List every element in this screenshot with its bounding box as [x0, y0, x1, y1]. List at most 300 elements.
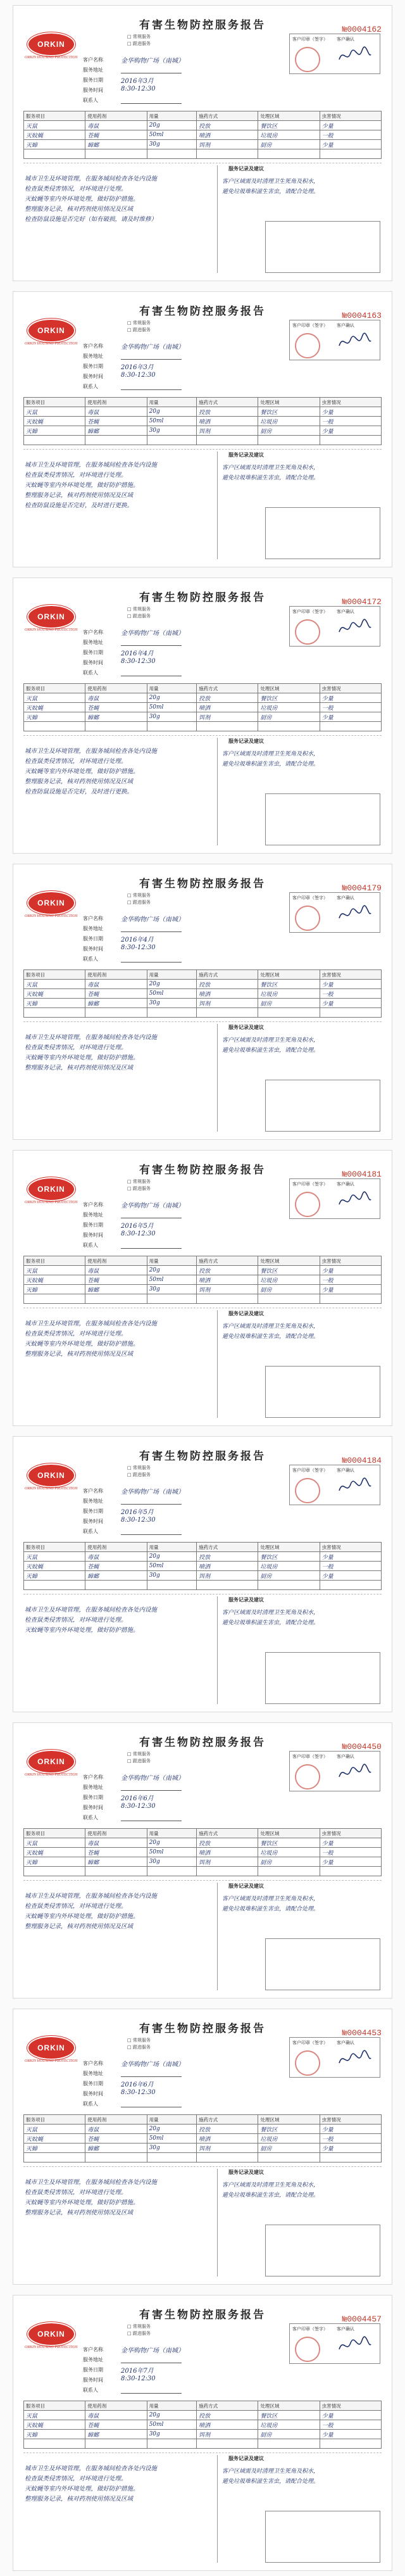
table-cell: 50ml [147, 703, 197, 712]
table-cell: 50ml [147, 2420, 197, 2430]
signature-scribble [337, 1190, 372, 1209]
service-date: 2016年5月 [121, 1223, 154, 1230]
note-line: 城市卫生及环境管理，在服务城间检查各处内设施 [25, 2179, 158, 2186]
table-cell: 投放 [197, 693, 258, 703]
contact-label: 联系人 [83, 98, 98, 103]
table-cell: 蟑螂 [85, 2144, 147, 2153]
note-line: 检查防鼠设施是否完好（如有破损，请及时维修） [25, 216, 158, 223]
service-date: 2016年5月 [121, 1509, 154, 1516]
note-line: 城市卫生及环境管理，在服务城间检查各处内设施 [25, 1034, 158, 1041]
service-type-followup: □ 跟进服务 [127, 1472, 151, 1477]
table-cell [24, 1581, 85, 1590]
table-cell: 少量 [320, 426, 381, 436]
service-date: 2016年6月 [121, 1795, 154, 1802]
client-row [83, 56, 121, 63]
date-row [83, 1508, 121, 1515]
table-cell: 厨房 [258, 1571, 320, 1581]
divider [217, 165, 218, 273]
time-row [83, 87, 121, 94]
table-cell: 一般 [320, 130, 381, 140]
footer-box [265, 1080, 380, 1132]
table-cell: 厨房 [258, 2430, 320, 2439]
service-type-regular: □ 常规服务 [127, 2324, 151, 2329]
table-cell: 餐饮区 [258, 693, 320, 703]
address-row [83, 1498, 185, 1505]
column-header: 使用药剂 [85, 1543, 147, 1552]
column-header: 服务项目 [24, 1256, 85, 1266]
table-cell: 少量 [320, 693, 381, 703]
note-line: 检查鼠类侵害情况，对环境进行处理。 [25, 1330, 127, 1337]
recommendations [222, 177, 380, 197]
column-header: 用量 [147, 398, 197, 407]
date-label: 服务日期 [83, 77, 103, 83]
address-row [83, 66, 185, 73]
time-label: 服务时间 [83, 87, 103, 93]
table-cell: 投放 [197, 980, 258, 989]
report-title: 有害生物防控服务报告 [139, 878, 266, 890]
table-cell [258, 2439, 320, 2449]
date-label: 服务日期 [83, 1222, 103, 1228]
date-label: 服务日期 [83, 2081, 103, 2087]
table-row [24, 140, 382, 149]
service-notes [25, 1033, 215, 1073]
table-row [24, 121, 382, 130]
client-name: 金华购物广场（南城） [121, 2347, 184, 2354]
signature-scribble [337, 2049, 372, 2068]
table-cell: 灭蚊蝇 [24, 1562, 85, 1571]
service-type [127, 1465, 151, 1479]
note-line: 灭蚊蝇等室内外环境处理，做好防护措施。 [25, 2485, 139, 2492]
note-line: 避免垃圾堆积滋生害虫，请配合处理。 [222, 1620, 320, 1626]
table-cell [320, 1008, 381, 1018]
table-cell: 20g [147, 980, 197, 989]
sign-label-right: 客户确认 [337, 1754, 354, 1759]
note-line: 客户区域需及时清理卫生死角及积水， [222, 2182, 320, 2188]
client-row [83, 1487, 121, 1494]
remark-header: 服务记录及建议 [228, 1311, 264, 1316]
table-row [24, 693, 382, 703]
note-line: 客户区域需及时清理卫生死角及积水， [222, 751, 320, 757]
column-header: 虫害情况 [320, 2401, 381, 2411]
recommendations [222, 1608, 380, 1628]
column-header: 用量 [147, 970, 197, 980]
table-cell [197, 1867, 258, 1876]
table-cell: 毒鼠 [85, 693, 147, 703]
recommendations [222, 749, 380, 769]
note-line: 客户区域需及时清理卫生死角及积水， [222, 1896, 320, 1902]
table-cell: 喷洒 [197, 2134, 258, 2144]
note-line: 城市卫生及环境管理，在服务城间检查各处内设施 [25, 462, 158, 469]
table-cell [24, 2439, 85, 2449]
stamp-mark [295, 1478, 320, 1503]
table-cell: 喷洒 [197, 130, 258, 140]
table-cell [147, 436, 197, 445]
table-row [24, 712, 382, 722]
client-name: 金华购物广场（南城） [121, 58, 184, 65]
table-row [24, 417, 382, 426]
service-notes [25, 1605, 215, 1636]
time-row [83, 659, 121, 666]
table-cell: 一般 [320, 1275, 381, 1285]
contact-label: 联系人 [83, 1242, 98, 1248]
table-cell: 灭蚊蝇 [24, 989, 85, 999]
address-row [83, 925, 185, 932]
client-label: 客户名称 [83, 57, 103, 63]
divider [217, 1024, 218, 1132]
time-label: 服务时间 [83, 2377, 103, 2383]
customer-sign-box [289, 34, 380, 74]
service-type-followup: □ 跟进服务 [127, 614, 151, 619]
address-row [83, 1784, 185, 1791]
table-cell: 饵剂 [197, 1571, 258, 1581]
client-row [83, 629, 121, 636]
table-cell: 一般 [320, 2420, 381, 2430]
table-cell: 少量 [320, 407, 381, 417]
column-header: 服务项目 [24, 2401, 85, 2411]
table-cell [197, 722, 258, 731]
table-cell [85, 2153, 147, 2162]
table-row [24, 2420, 382, 2430]
address-row [83, 2356, 185, 2363]
footer-box [265, 221, 380, 273]
time-row [83, 1804, 121, 1811]
table-row [24, 2144, 382, 2153]
table-cell: 垃圾房 [258, 1275, 320, 1285]
table-cell: 喷洒 [197, 2420, 258, 2430]
table-cell: 厨房 [258, 2144, 320, 2153]
table-header-row [24, 970, 382, 980]
service-type-followup: □ 跟进服务 [127, 1186, 151, 1191]
table-cell: 毒鼠 [85, 1552, 147, 1562]
table-row [24, 1552, 382, 1562]
table-row [24, 1285, 382, 1294]
table-cell: 投放 [197, 121, 258, 130]
service-type-regular: □ 常规服务 [127, 607, 151, 612]
table-cell: 少量 [320, 121, 381, 130]
service-report [13, 2295, 392, 2571]
customer-sign-box [289, 2323, 380, 2364]
divider [217, 1883, 218, 1990]
customer-sign-box [289, 1465, 380, 1505]
contact-row [83, 97, 185, 104]
table-row [24, 1266, 382, 1275]
client-name: 金华购物广场（南城） [121, 630, 184, 637]
service-time: 8:30-12:30 [121, 372, 156, 379]
table-cell [24, 149, 85, 159]
table-cell: 餐饮区 [258, 1838, 320, 1848]
footer-box [265, 2225, 380, 2276]
table-cell: 20g [147, 407, 197, 417]
table-cell: 一般 [320, 417, 381, 426]
client-name: 金华购物广场（南城） [121, 344, 184, 351]
note-line: 城市卫生及环境管理，在服务城间检查各处内设施 [25, 1320, 158, 1327]
divider [23, 2166, 382, 2167]
table-cell: 灭鼠 [24, 980, 85, 989]
serial-number: №0004184 [342, 1456, 382, 1465]
table-cell: 蟑螂 [85, 140, 147, 149]
remark-header: 服务记录及建议 [228, 1597, 264, 1603]
signature-scribble [337, 2335, 372, 2354]
table-row [24, 703, 382, 712]
column-header: 服务项目 [24, 1543, 85, 1552]
sign-label-right: 客户确认 [337, 895, 354, 900]
table-cell: 厨房 [258, 426, 320, 436]
contact-label: 联系人 [83, 956, 98, 962]
report-title: 有害生物防控服务报告 [139, 1736, 266, 1749]
contact-row [83, 1242, 185, 1249]
customer-sign-box [289, 892, 380, 933]
client-label: 客户名称 [83, 629, 103, 635]
table-row [24, 2134, 382, 2144]
orkin-logo: ORKIN [27, 2036, 75, 2060]
table-cell: 灭蚊蝇 [24, 1848, 85, 1857]
service-type-followup: □ 跟进服务 [127, 1758, 151, 1764]
orkin-logo: ORKIN [27, 1177, 75, 1201]
note-line: 整理服务记录，核对药剂使用情况及区域 [25, 206, 134, 213]
table-cell: 少量 [320, 712, 381, 722]
date-label: 服务日期 [83, 363, 103, 369]
table-cell: 投放 [197, 407, 258, 417]
note-line: 整理服务记录，核对药剂使用情况及区域 [25, 2496, 134, 2503]
table-cell [258, 1581, 320, 1590]
signature-scribble [337, 1763, 372, 1782]
column-header: 虫害情况 [320, 1543, 381, 1552]
table-cell: 蟑螂 [85, 1285, 147, 1294]
customer-sign-box [289, 2037, 380, 2078]
table-cell [147, 2153, 197, 2162]
table-cell: 灭蟑 [24, 426, 85, 436]
table-cell: 30g [147, 999, 197, 1008]
column-header: 施药方式 [197, 1543, 258, 1552]
table-row [24, 1294, 382, 1304]
table-cell [85, 722, 147, 731]
service-report [13, 291, 392, 567]
service-time: 8:30-12:30 [121, 2089, 156, 2096]
contact-row [83, 2387, 185, 2394]
table-cell: 毒鼠 [85, 2125, 147, 2134]
table-cell: 垃圾房 [258, 417, 320, 426]
column-header: 用量 [147, 1256, 197, 1266]
table-cell: 50ml [147, 130, 197, 140]
client-name: 金华购物广场（南城） [121, 1489, 184, 1496]
note-line: 检查鼠类侵害情况，对环境进行处理。 [25, 1903, 127, 1910]
time-row [83, 2377, 121, 2383]
service-time: 8:30-12:30 [121, 944, 156, 951]
table-cell: 蟑螂 [85, 712, 147, 722]
column-header: 使用药剂 [85, 2401, 147, 2411]
client-row [83, 2346, 121, 2353]
footer-box [265, 1652, 380, 1704]
sign-label-right: 客户确认 [337, 37, 354, 42]
footer-box [265, 2511, 380, 2563]
table-row [24, 722, 382, 731]
table-cell: 苍蝇 [85, 1275, 147, 1285]
table-cell: 20g [147, 693, 197, 703]
column-header: 服务项目 [24, 1829, 85, 1838]
date-label: 服务日期 [83, 650, 103, 655]
table-cell [320, 722, 381, 731]
note-line: 客户区域需及时清理卫生死角及积水， [222, 179, 320, 185]
table-cell: 毒鼠 [85, 1838, 147, 1848]
divider [23, 1021, 382, 1022]
table-cell: 饵剂 [197, 2144, 258, 2153]
serial-number: №0004163 [342, 311, 382, 320]
service-report [13, 2009, 392, 2285]
table-cell: 苍蝇 [85, 417, 147, 426]
table-cell [197, 1581, 258, 1590]
table-cell: 30g [147, 712, 197, 722]
note-line: 灭蚊蝇等室内外环境处理，做好防护措施。 [25, 1054, 139, 1061]
table-cell: 喷洒 [197, 989, 258, 999]
table-header-row [24, 2115, 382, 2125]
table-cell [197, 2153, 258, 2162]
table-cell: 灭鼠 [24, 121, 85, 130]
table-cell: 灭蟑 [24, 1571, 85, 1581]
table-cell: 喷洒 [197, 703, 258, 712]
orkin-logo: ORKIN [27, 32, 75, 56]
column-header: 用量 [147, 1829, 197, 1838]
serial-number: №0004181 [342, 1170, 382, 1179]
date-row [83, 363, 121, 370]
address-label: 服务地址 [83, 1498, 103, 1504]
table-cell: 灭鼠 [24, 2411, 85, 2420]
table-cell [147, 722, 197, 731]
sign-label-right: 客户确认 [337, 2327, 354, 2332]
table-cell: 30g [147, 140, 197, 149]
table-cell [320, 436, 381, 445]
table-cell: 灭蟑 [24, 712, 85, 722]
table-cell: 灭蟑 [24, 2144, 85, 2153]
service-notes [25, 2464, 215, 2504]
customer-sign-box [289, 320, 380, 360]
table-cell: 苍蝇 [85, 1562, 147, 1571]
table-row [24, 1008, 382, 1018]
column-header: 处理区域 [258, 970, 320, 980]
service-report [13, 1150, 392, 1426]
service-time: 8:30-12:30 [121, 2375, 156, 2382]
table-cell: 一般 [320, 2134, 381, 2144]
column-header: 使用药剂 [85, 2115, 147, 2125]
table-cell: 垃圾房 [258, 1562, 320, 1571]
serial-number: №0004450 [342, 1742, 382, 1752]
service-time: 8:30-12:30 [121, 1517, 156, 1524]
table-cell: 喷洒 [197, 417, 258, 426]
note-line: 检查防鼠设施是否完好，及时进行更换。 [25, 788, 134, 795]
recommendations [222, 1322, 380, 1342]
orkin-logo: ORKIN [27, 319, 75, 343]
table-cell: 喷洒 [197, 1848, 258, 1857]
column-header: 服务项目 [24, 2115, 85, 2125]
service-time: 8:30-12:30 [121, 1230, 156, 1237]
signature-scribble [337, 1477, 372, 1496]
logo-tagline: ORKIN HOUSING PROTECTION [25, 628, 78, 632]
column-header: 虫害情况 [320, 398, 381, 407]
table-cell: 少量 [320, 1285, 381, 1294]
table-cell: 投放 [197, 1552, 258, 1562]
table-row [24, 999, 382, 1008]
serial-number: №0004172 [342, 597, 382, 607]
address-row [83, 353, 185, 360]
address-row [83, 2070, 185, 2077]
contact-row [83, 2100, 185, 2107]
sign-label-left: 客户印章（签字） [292, 1182, 328, 1187]
date-row [83, 2366, 121, 2373]
service-type-followup: □ 跟进服务 [127, 2045, 151, 2050]
note-line: 客户区域需及时清理卫生死角及积水， [222, 1037, 320, 1044]
table-cell [258, 722, 320, 731]
table-cell: 餐饮区 [258, 980, 320, 989]
table-cell [320, 1867, 381, 1876]
table-row [24, 1581, 382, 1590]
table-cell [147, 1294, 197, 1304]
table-cell: 少量 [320, 980, 381, 989]
table-cell: 灭蚊蝇 [24, 2134, 85, 2144]
column-header: 用量 [147, 684, 197, 693]
recommendations [222, 1035, 380, 1056]
logo-tagline: ORKIN HOUSING PROTECTION [25, 342, 78, 346]
address-label: 服务地址 [83, 2071, 103, 2076]
table-cell [85, 2439, 147, 2449]
table-cell: 少量 [320, 1838, 381, 1848]
table-row [24, 2153, 382, 2162]
service-type-regular: □ 常规服务 [127, 34, 151, 39]
service-type-regular: □ 常规服务 [127, 1465, 151, 1470]
table-cell: 厨房 [258, 140, 320, 149]
table-cell: 毒鼠 [85, 2411, 147, 2420]
table-row [24, 1867, 382, 1876]
table-cell: 20g [147, 1266, 197, 1275]
sign-label-left: 客户印章（签字） [292, 895, 328, 900]
table-header-row [24, 2401, 382, 2411]
note-line: 整理服务记录，核对药剂使用情况及区域 [25, 778, 134, 785]
table-cell: 灭蚊蝇 [24, 703, 85, 712]
column-header: 施药方式 [197, 111, 258, 121]
table-cell: 垃圾房 [258, 2134, 320, 2144]
service-time: 8:30-12:30 [121, 1803, 156, 1810]
service-type-followup: □ 跟进服务 [127, 2331, 151, 2336]
recommendations [222, 1894, 380, 1914]
logo-tagline: ORKIN HOUSING PROTECTION [25, 1487, 78, 1491]
table-cell [258, 1294, 320, 1304]
table-cell: 毒鼠 [85, 407, 147, 417]
table-cell: 蟑螂 [85, 999, 147, 1008]
stamp-mark [295, 333, 320, 358]
address-label: 服务地址 [83, 2357, 103, 2363]
table-cell: 厨房 [258, 1857, 320, 1867]
table-cell [197, 1294, 258, 1304]
serial-number: №0004162 [342, 25, 382, 34]
column-header: 使用药剂 [85, 398, 147, 407]
note-line: 避免垃圾堆积滋生害虫，请配合处理。 [222, 1906, 320, 1912]
table-cell [147, 1581, 197, 1590]
table-cell: 垃圾房 [258, 130, 320, 140]
address-label: 服务地址 [83, 926, 103, 931]
address-label: 服务地址 [83, 1212, 103, 1218]
table-cell: 一般 [320, 703, 381, 712]
note-line: 城市卫生及环境管理，在服务城间检查各处内设施 [25, 175, 158, 182]
table-cell: 毒鼠 [85, 980, 147, 989]
client-label: 客户名称 [83, 1202, 103, 1208]
logo-tagline: ORKIN HOUSING PROTECTION [25, 56, 78, 60]
table-cell [24, 436, 85, 445]
column-header: 用量 [147, 2401, 197, 2411]
sign-label-right: 客户确认 [337, 609, 354, 614]
divider [217, 1596, 218, 1704]
note-line: 避免垃圾堆积滋生害虫，请配合处理。 [222, 1334, 320, 1340]
table-cell: 厨房 [258, 712, 320, 722]
service-type-followup: □ 跟进服务 [127, 900, 151, 905]
column-header: 虫害情况 [320, 1256, 381, 1266]
